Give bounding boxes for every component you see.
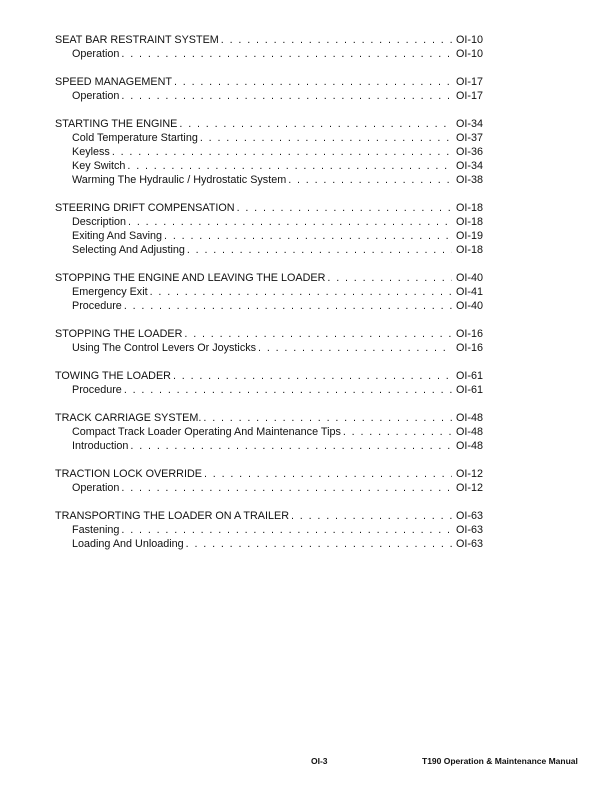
toc-entry-title: Operation — [72, 482, 120, 494]
toc-entry — [55, 47, 487, 61]
toc-page-number: OI-17 — [456, 90, 484, 102]
toc-page-number: OI-36 — [456, 146, 484, 158]
toc-page-number: OI-17 — [456, 76, 484, 88]
dot-leader — [121, 481, 452, 495]
toc-section-heading — [55, 327, 487, 341]
toc-entry-title: Description — [72, 216, 127, 228]
toc-page-number: OI-48 — [456, 440, 484, 452]
toc-entry-title: Compact Track Loader Operating And Maintenance Tips — [72, 426, 341, 438]
toc-page-number: OI-10 — [456, 34, 484, 46]
toc-page-number: OI-41 — [456, 286, 484, 298]
toc-section-title: SEAT BAR RESTRAINT SYSTEM — [55, 34, 219, 46]
dot-leader — [112, 145, 452, 159]
dot-leader — [288, 173, 452, 187]
toc-page-number: OI-16 — [456, 328, 484, 340]
toc-section-title: STOPPING THE LOADER — [55, 328, 183, 340]
toc-page-number: OI-40 — [456, 300, 484, 312]
toc-entry — [55, 299, 487, 313]
dot-leader — [124, 299, 452, 313]
toc-section-heading — [55, 271, 487, 285]
toc-page-number: OI-61 — [456, 384, 484, 396]
dot-leader — [121, 523, 452, 537]
toc-entry — [55, 523, 487, 537]
toc-page-number: OI-37 — [456, 132, 484, 144]
toc-page-number: OI-18 — [456, 244, 484, 256]
toc-entry — [55, 439, 487, 453]
toc-entry-title: Operation — [72, 48, 120, 60]
toc-entry — [55, 131, 487, 145]
toc-entry-title: Procedure — [72, 384, 122, 396]
toc-page-number: OI-40 — [456, 272, 484, 284]
toc-section — [55, 467, 487, 495]
toc-entry — [55, 229, 487, 243]
toc-page-number: OI-19 — [456, 230, 484, 242]
toc-page-number: OI-48 — [456, 426, 484, 438]
toc-entry — [55, 243, 487, 257]
toc-section — [55, 411, 487, 453]
dot-leader — [327, 271, 452, 285]
toc-page-number: OI-16 — [456, 342, 484, 354]
toc-entry — [55, 285, 487, 299]
dot-leader — [174, 75, 452, 89]
toc-entry — [55, 159, 487, 173]
toc-page-number: OI-10 — [456, 48, 484, 60]
dot-leader — [291, 509, 452, 523]
dot-leader — [200, 131, 452, 145]
toc-section — [55, 75, 487, 103]
toc-entry-title: Introduction — [72, 440, 129, 452]
toc-entry-title: Loading And Unloading — [72, 538, 184, 550]
toc-page-number: OI-18 — [456, 216, 484, 228]
toc-page-number: OI-34 — [456, 160, 484, 172]
toc-section — [55, 509, 487, 551]
toc-page-number: OI-61 — [456, 370, 484, 382]
toc-entry — [55, 341, 487, 355]
toc-section — [55, 327, 487, 355]
toc-entry-title: Emergency Exit — [72, 286, 148, 298]
toc-section — [55, 33, 487, 61]
toc-page-number: OI-34 — [456, 118, 484, 130]
toc-entry — [55, 145, 487, 159]
toc-entry-title: Cold Temperature Starting — [72, 132, 198, 144]
toc-entry — [55, 481, 487, 495]
toc-entry-title: Warming The Hydraulic / Hydrostatic System — [72, 174, 287, 186]
toc-section-heading — [55, 467, 487, 481]
toc-section-title: TRACTION LOCK OVERRIDE — [55, 468, 202, 480]
toc-section-heading — [55, 509, 487, 523]
toc-section-title: SPEED MANAGEMENT — [55, 76, 172, 88]
dot-leader — [127, 159, 452, 173]
toc-section — [55, 369, 487, 397]
dot-leader — [221, 33, 452, 47]
toc-entry-title: Exiting And Saving — [72, 230, 163, 242]
toc-page-number: OI-63 — [456, 538, 484, 550]
toc-section-title: STEERING DRIFT COMPENSATION — [55, 202, 235, 214]
toc-section-title: STARTING THE ENGINE — [55, 118, 178, 130]
dot-leader — [124, 383, 452, 397]
toc-page-number: OI-18 — [456, 202, 484, 214]
footer-page-number: OI-3 — [311, 756, 328, 766]
toc-section-title: TRANSPORTING THE LOADER ON A TRAILER — [55, 510, 289, 522]
toc-entry-title: Procedure — [72, 300, 122, 312]
dot-leader — [164, 229, 452, 243]
toc-section — [55, 201, 487, 257]
toc-section-heading — [55, 369, 487, 383]
toc-page-number: OI-63 — [456, 510, 484, 522]
toc-page-number: OI-12 — [456, 482, 484, 494]
toc-entry — [55, 425, 487, 439]
dot-leader — [187, 243, 452, 257]
dot-leader — [186, 537, 452, 551]
page-footer — [0, 756, 612, 770]
dot-leader — [128, 215, 452, 229]
toc-section-heading — [55, 33, 487, 47]
dot-leader — [179, 117, 452, 131]
toc-entry-title: Using The Control Levers Or Joysticks — [72, 342, 257, 354]
toc-section-title: STOPPING THE ENGINE AND LEAVING THE LOADER — [55, 272, 326, 284]
dot-leader — [203, 411, 452, 425]
toc-section-title: TRACK CARRIAGE SYSTEM. — [55, 412, 202, 424]
toc-entry — [55, 173, 487, 187]
toc-entry-title: Key Switch — [72, 160, 126, 172]
toc-section — [55, 271, 487, 313]
toc-entry-title: Operation — [72, 90, 120, 102]
toc-entry-title: Fastening — [72, 524, 120, 536]
dot-leader — [173, 369, 452, 383]
toc-page-number: OI-38 — [456, 174, 484, 186]
toc-section-heading — [55, 75, 487, 89]
toc-entry — [55, 383, 487, 397]
dot-leader — [343, 425, 452, 439]
toc-page-number: OI-12 — [456, 468, 484, 480]
toc-section-heading — [55, 411, 487, 425]
toc-page-number: OI-63 — [456, 524, 484, 536]
dot-leader — [237, 201, 452, 215]
toc-page-number: OI-48 — [456, 412, 484, 424]
toc-entry — [55, 89, 487, 103]
table-of-contents — [55, 33, 487, 565]
toc-entry — [55, 215, 487, 229]
toc-section-heading — [55, 117, 487, 131]
toc-section — [55, 117, 487, 187]
dot-leader — [130, 439, 452, 453]
toc-entry-title: Keyless — [72, 146, 110, 158]
dot-leader — [150, 285, 452, 299]
dot-leader — [121, 47, 452, 61]
dot-leader — [204, 467, 452, 481]
footer-manual-title: T190 Operation & Maintenance Manual — [422, 756, 578, 766]
toc-entry — [55, 537, 487, 551]
toc-section-heading — [55, 201, 487, 215]
dot-leader — [258, 341, 452, 355]
toc-entry-title: Selecting And Adjusting — [72, 244, 185, 256]
toc-section-title: TOWING THE LOADER — [55, 370, 171, 382]
dot-leader — [184, 327, 452, 341]
dot-leader — [121, 89, 452, 103]
